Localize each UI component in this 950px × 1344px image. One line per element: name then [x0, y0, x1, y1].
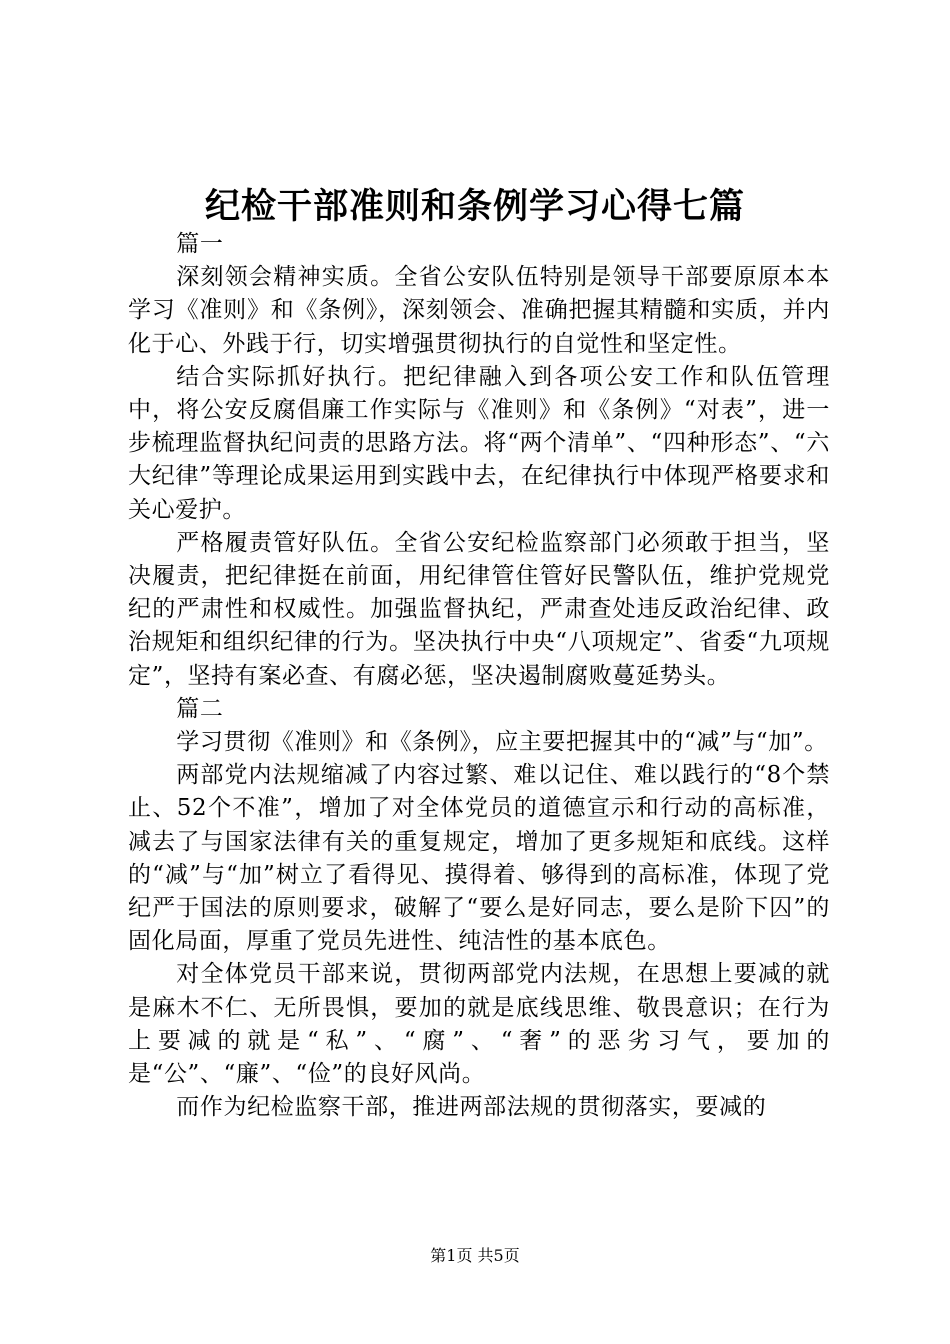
paragraph: 对全体党员干部来说，贯彻两部党内法规，在思想上要减的就是麻木不仁、无所畏惧，要加的就是底线思维、敬畏意识；在行为上要减的就是“私”、“腐”、“奢”的恶劣习气，要加的是“公”、“廉”、“俭”的良好风尚。: [128, 961, 830, 1088]
paragraph: 严格履责管好队伍。全省公安纪检监察部门必须敢于担当，坚决履责，把纪律挺在前面，用纪律管住管好民警队伍，维护党规党纪的严肃性和权威性。加强监督执纪，严肃查处违反政治纪律、政治规矩和组织纪律的行为。坚决执行中央“八项规定”、省委“九项规定”，坚持有案必查、有腐必惩，坚决遏制腐败蔓延势头。: [128, 529, 830, 689]
paragraph: 深刻领会精神实质。全省公安队伍特别是领导干部要原原本本学习《准则》和《条例》，深刻领会、准确把握其精髓和实质，并内化于心、外践于行，切实增强贯彻执行的自觉性和坚定性。: [128, 264, 830, 357]
document-body: [128, 228, 830, 1124]
paragraph: 结合实际抓好执行。把纪律融入到各项公安工作和队伍管理中，将公安反腐倡廉工作实际与《准则》和《条例》“对表”，进一步梳理监督执纪问责的思路方法。将“两个清单”、“四种形态”、“六大纪律”等理论成果运用到实践中去，在纪律执行中体现严格要求和关心爱护。: [128, 363, 830, 523]
paragraph: 而作为纪检监察干部，推进两部法规的贯彻落实，要减的: [176, 1094, 767, 1121]
paragraph: 两部党内法规缩减了内容过繁、难以记住、难以践行的“8个禁止、52个不准”，增加了对全体党员的道德宣示和行动的高标准，减去了与国家法律有关的重复规定，增加了更多规矩和底线。这样的“减”与“加”树立了看得见、摸得着、够得到的高标准，体现了党纪严于国法的原则要求，破解了“要么是好同志，要么是阶下囚”的固化局面，厚重了党员先进性、纯洁性的基本底色。: [128, 762, 830, 955]
paragraph: 学习贯彻《准则》和《条例》，应主要把握其中的“减”与“加”。: [176, 729, 828, 756]
section-heading-2: 篇二: [176, 695, 224, 722]
document-title: 纪检干部准则和条例学习心得七篇: [204, 186, 745, 227]
page-number-footer: 第1页 共5页: [430, 1246, 520, 1265]
section-heading-1: 篇一: [176, 231, 224, 257]
